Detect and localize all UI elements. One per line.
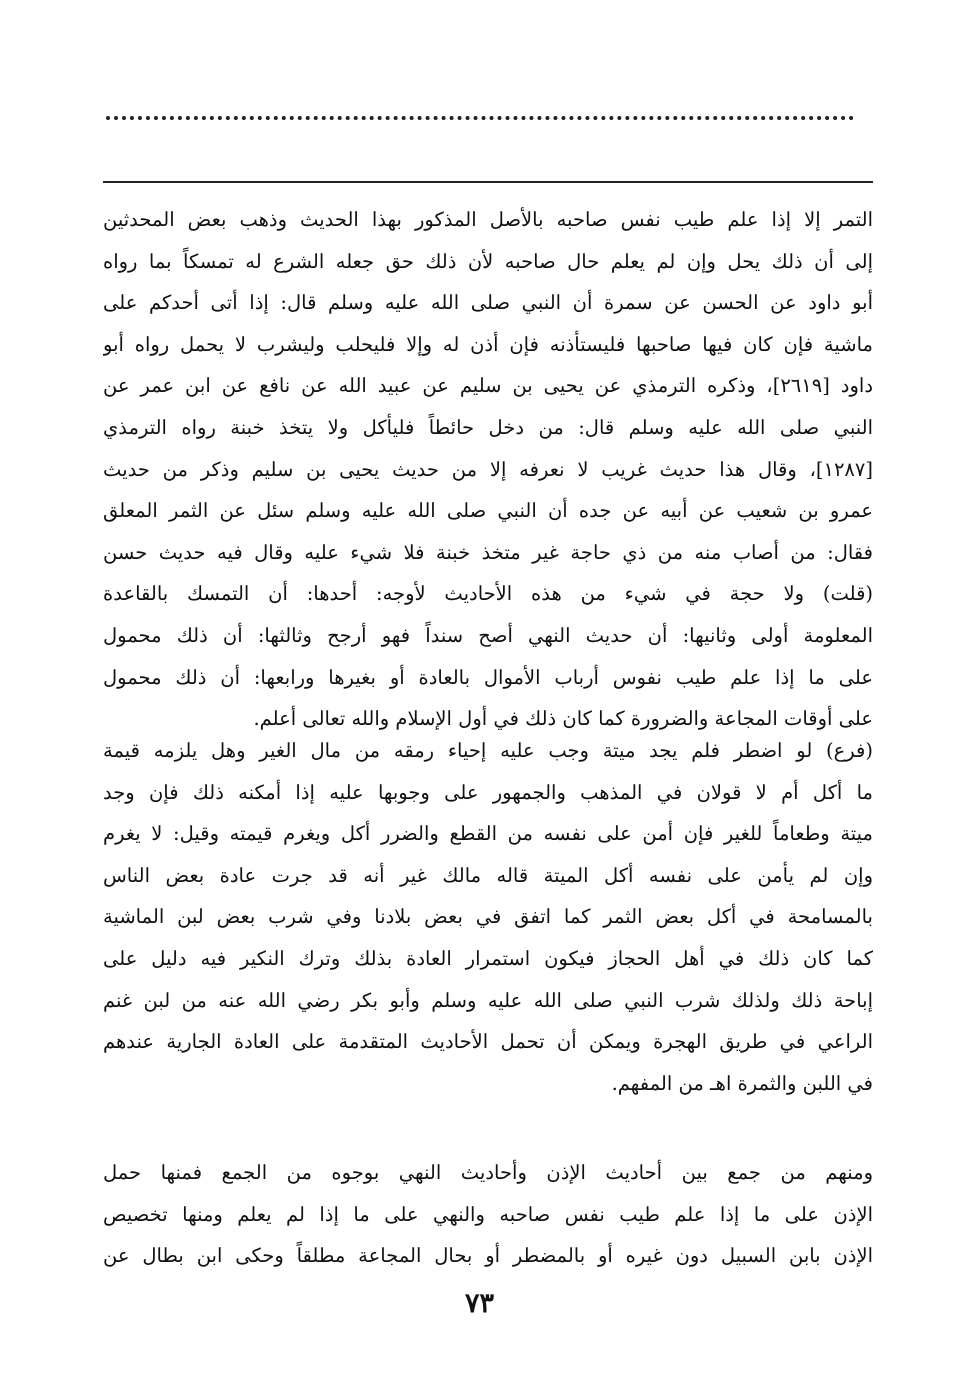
text-line: ومنهم من جمع بين أحاديث الإذن وأحاديث النهي بوجوه من الجمع فمنها حمل [103, 1161, 873, 1184]
text-line: داود [٢٦١٩]، وذكره الترمذي عن يحيى بن سليم عن عبيد الله عن نافع عن ابن عمر عن [103, 374, 873, 398]
text-line: عمرو بن شعيب عن أبيه عن جده أن النبي صلى الله عليه وسلم سئل عن الثمر المعلق [103, 499, 873, 523]
text-line: على ما إذا علم طيب نفوس أرباب الأموال بالعادة أو بغيرها ورابعها: أن ذلك محمول [103, 665, 873, 689]
text-line: (فرع) لو اضطر فلم يجد ميتة وجب عليه إحياء رمقه من مال الغير وهل يلزمه قيمة [103, 739, 873, 762]
text-line: إباحة ذلك ولذلك شرب النبي صلى الله عليه وسلم وأبو بكر رضي الله عنه من لبن غنم [103, 988, 873, 1012]
header-dotted-rule [106, 116, 854, 120]
text-line: في اللبن والثمرة اهـ من المفهم. [611, 1071, 873, 1095]
text-line: بالمسامحة في أكل بعض الثمر كما اتفق في بعض بلادنا وفي شرب بعض لبن الماشية [103, 905, 873, 929]
text-line: على أوقات المجاعة والضرورة كما كان ذلك في أول الإسلام والله تعالى أعلم. [253, 707, 873, 731]
paragraph-far [103, 730, 873, 1104]
text-line: الإذن بابن السبيل دون غيره أو بالمضطر أو بحال المجاعة مطلقاً وحكى ابن بطال عن [103, 1244, 873, 1268]
text-line: وإن لم يأمن على نفسه أكل الميتة قاله مالك غير أنه قد جرت عادة بعض الناس [103, 863, 873, 887]
paragraph-commentary [103, 199, 873, 740]
text-line: ميتة وطعاماً للغير فإن أمن على نفسه من القطع والضرر أكل ويغرم قيمته وقيل: لا يغرم [103, 822, 873, 846]
text-line: ماشية فإن كان فيها صاحبها فليستأذنه فإن أذن له وإلا فليحلب وليشرب لا يحمل رواه أبو [103, 332, 873, 356]
paragraph-reconciliation [103, 1152, 873, 1277]
text-line: المعلومة أولى وثانيها: أن حديث النهي أصح سنداً فهو أرجح وثالثها: أن ذلك محمول [103, 623, 873, 647]
text-line: (قلت) ولا حجة في شيء من هذه الأحاديث لأوجه: أحدها: أن التمسك بالقاعدة [103, 582, 873, 606]
text-line: فقال: من أصاب منه من ذي حاجة غير متخذ خبنة فلا شيء عليه وقال فيه حديث حسن [103, 540, 873, 564]
text-line: إلى أن ذلك يحل وإن لم يعلم حال صاحبه لأن ذلك حق جعله الشرع له تمسكاً بما رواه [103, 249, 873, 273]
text-line: أبو داود عن الحسن عن سمرة أن النبي صلى الله عليه وسلم قال: إذا أتى أحدكم على [103, 291, 873, 315]
text-line: النبي صلى الله عليه وسلم قال: من دخل حائطاً فليأكل ولا يتخذ خبنة رواه الترمذي [103, 415, 873, 439]
text-line: الإذن على ما إذا علم طيب نفس صاحبه والنهي على ما إذا لم يعلم ومنها تخصيص [103, 1202, 873, 1226]
page-number: ٧٣ [464, 1288, 494, 1319]
text-line: التمر إلا إذا علم طيب نفس صاحبه بالأصل المذكور بهذا الحديث وذهب بعض المحدثين [103, 208, 873, 231]
text-line: كما كان ذلك في أهل الحجاز فيكون استمرار العادة بذلك وترك النكير فيه دليل على [103, 946, 873, 970]
text-line: [١٢٨٧]، وقال هذا حديث غريب لا نعرفه إلا من حديث يحيى بن سليم وذكر من حديث [103, 457, 873, 481]
text-line: الراعي في طريق الهجرة ويمكن أن تحمل الأحاديث المتقدمة على العادة الجارية عندهم [103, 1030, 873, 1054]
text-line: ما أكل أم لا قولان في المذهب والجمهور على وجوبها عليه إذا أمكنه ذلك فإن وجد [103, 780, 873, 804]
header-separator-rule [103, 181, 873, 183]
